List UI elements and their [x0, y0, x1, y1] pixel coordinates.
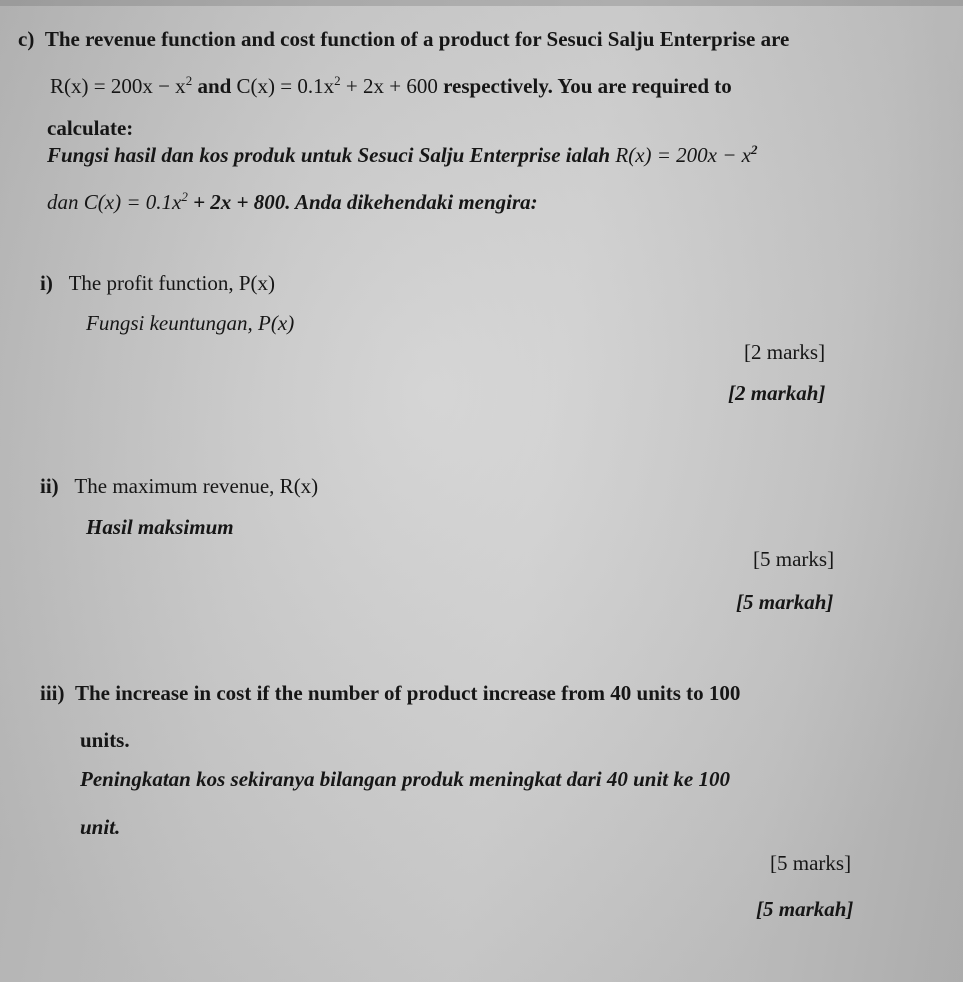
- part-ii-english: [40, 473, 318, 499]
- part-ii-text: The maximum revenue, R(x): [74, 474, 319, 498]
- cost-function-en-a: C(x) = 0.1x: [236, 74, 335, 98]
- question-intro-line2: [50, 73, 732, 99]
- part-iii-text: The increase in cost if the number of product increase from 40 units to 100: [75, 681, 741, 705]
- question-intro-malay-line1: [47, 142, 758, 168]
- dan-word: dan: [47, 190, 79, 214]
- calculate-text: calculate:: [47, 116, 134, 140]
- question-intro-malay-line2: [47, 189, 538, 215]
- exponent: 2: [181, 189, 188, 204]
- part-ii-markah: [5 markah]: [736, 590, 834, 614]
- cost-function-ms-a: C(x) = 0.1x: [83, 190, 182, 214]
- intro-malay-text: Fungsi hasil dan kos produk untuk Sesuci Salju Enterprise ialah: [47, 143, 611, 167]
- question-label: c): [18, 27, 35, 51]
- part-iii-english-line1: [40, 680, 740, 706]
- part-iii-markah: [5 markah]: [756, 897, 854, 921]
- exponent: 2: [751, 142, 758, 157]
- part-i-markah: [2 markah]: [728, 381, 826, 405]
- part-iii-marks: [5 marks]: [770, 851, 852, 875]
- and-word: and: [197, 74, 232, 98]
- part-ii-number: ii): [40, 474, 59, 498]
- part-i-number: i): [40, 271, 53, 295]
- part-iii-malay-line1: Peningkatan kos sekiranya bilangan produk meningkat dari 40 unit ke 100: [80, 767, 730, 791]
- part-iii-english-line2: units.: [80, 728, 130, 752]
- question-intro-line1: [18, 26, 789, 52]
- part-iii-malay-line2: unit.: [80, 815, 121, 839]
- revenue-function-ms: R(x) = 200x − x: [615, 143, 751, 167]
- part-ii-malay: Hasil maksimum: [86, 515, 234, 539]
- revenue-function-en: R(x) = 200x − x: [50, 74, 186, 98]
- part-i-text: The profit function, P(x): [68, 271, 276, 295]
- part-i-malay: Fungsi keuntungan, P(x): [86, 311, 295, 335]
- part-ii-marks: [5 marks]: [753, 547, 835, 571]
- exponent: 2: [185, 73, 193, 88]
- cost-function-ms-b: + 2x + 800. Anda dikehendaki mengira:: [193, 190, 538, 214]
- intro-english-text: The revenue function and cost function of a product for Sesuci Salju Enterprise are: [44, 27, 790, 51]
- page-edge: [0, 0, 963, 6]
- part-i-marks: [2 marks]: [744, 340, 826, 364]
- cost-function-en-b: + 2x + 600: [345, 74, 438, 98]
- part-iii-number: iii): [40, 681, 65, 705]
- part-i-english: [40, 270, 275, 296]
- exponent: 2: [334, 73, 341, 88]
- respectively-text: respectively. You are required to: [443, 74, 732, 98]
